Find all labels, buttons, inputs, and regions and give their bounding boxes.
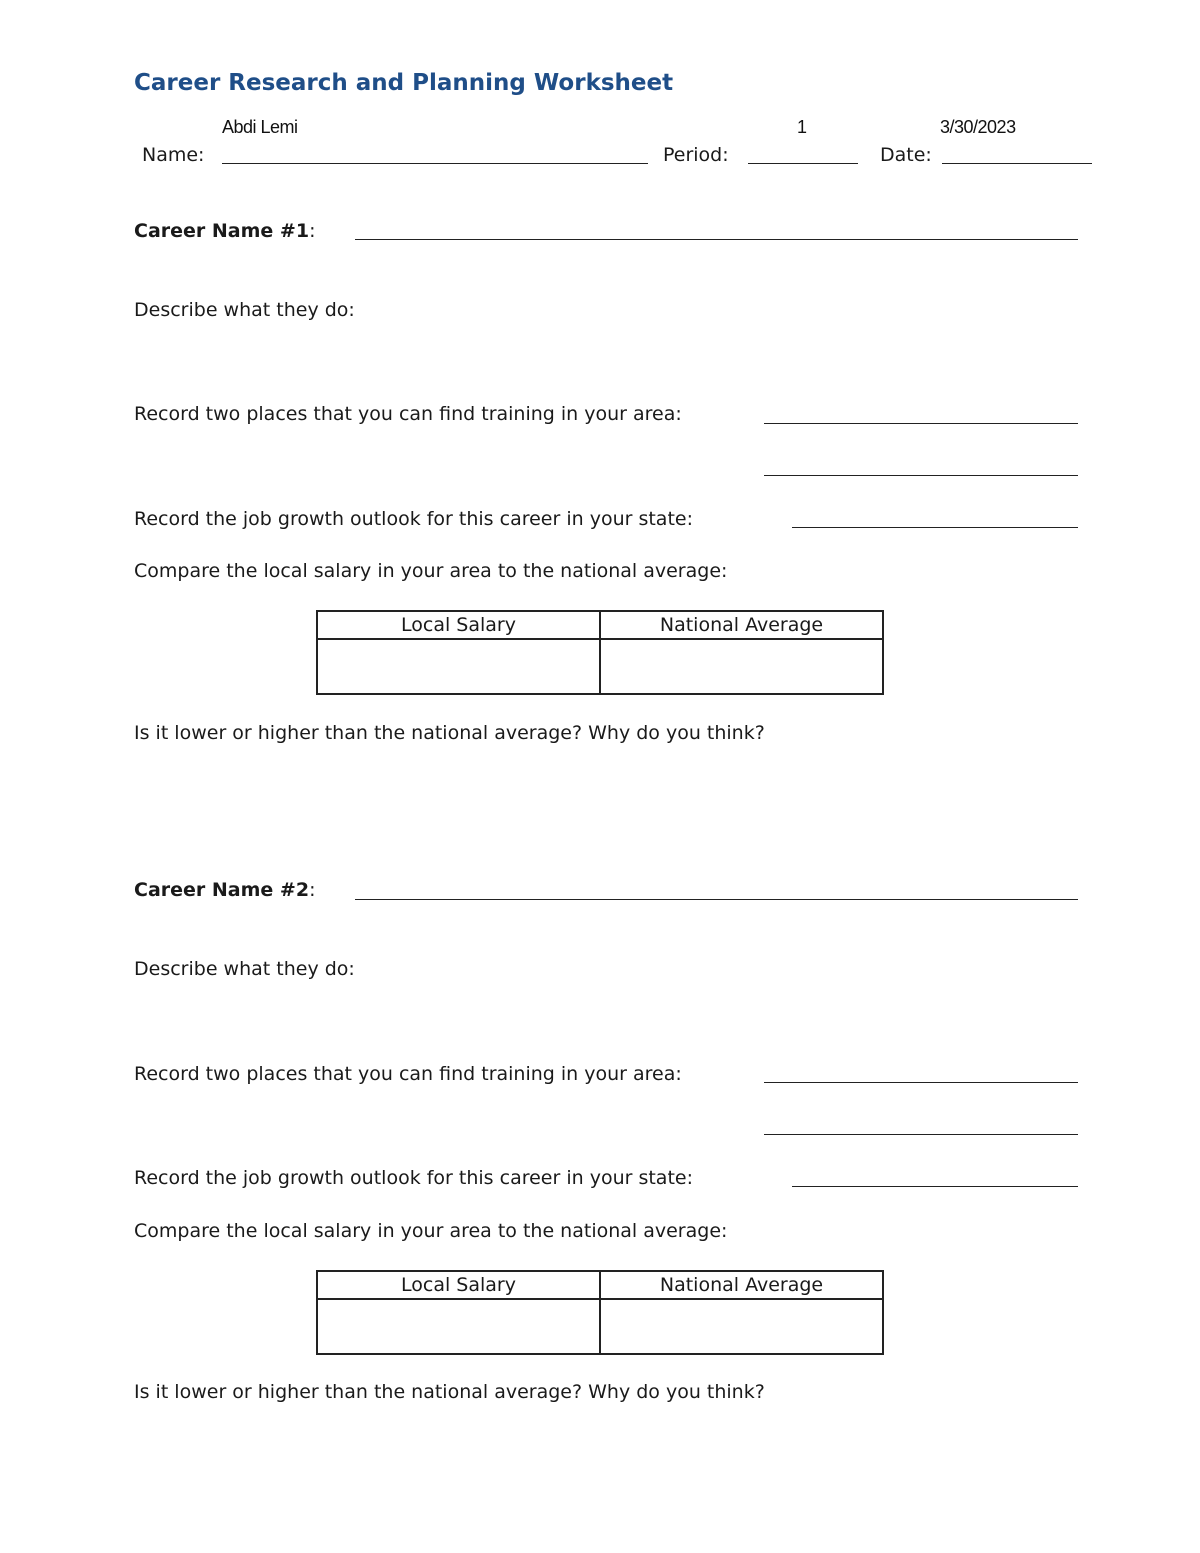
career-2-local-salary-header: Local Salary <box>317 1271 600 1299</box>
career-1-outlook-underline[interactable] <box>792 527 1078 528</box>
career-1-describe-prompt: Describe what they do: <box>134 299 355 321</box>
career-2-name-colon: : <box>309 879 316 901</box>
period-underline[interactable] <box>748 163 858 164</box>
career-2-local-salary-cell[interactable] <box>317 1299 600 1354</box>
career-1-name-label <box>134 220 315 242</box>
career-1-training-underline-1[interactable] <box>764 423 1078 424</box>
career-2-name-label-text: Career Name #2 <box>134 879 310 901</box>
career-2-outlook-prompt: Record the job growth outlook for this career in your state: <box>134 1167 693 1189</box>
career-2-name-underline[interactable] <box>355 899 1078 900</box>
date-value[interactable]: 3/30/2023 <box>940 117 1016 137</box>
career-2-national-average-cell[interactable] <box>600 1299 883 1354</box>
career-1-training-prompt: Record two places that you can find training in your area: <box>134 403 682 425</box>
career-2-training-prompt: Record two places that you can find training in your area: <box>134 1063 682 1085</box>
name-label: Name: <box>142 144 205 166</box>
career-2-describe-prompt: Describe what they do: <box>134 958 355 980</box>
career-2-outlook-underline[interactable] <box>792 1186 1078 1187</box>
career-1-training-underline-2[interactable] <box>764 475 1078 476</box>
career-1-compare-prompt: Compare the local salary in your area to the national average: <box>134 560 728 582</box>
name-value[interactable]: Abdi Lemi <box>222 117 298 137</box>
career-1-outlook-prompt: Record the job growth outlook for this career in your state: <box>134 508 693 530</box>
career-1-name-underline[interactable] <box>355 239 1078 240</box>
career-1-name-label-text: Career Name #1 <box>134 220 310 242</box>
date-label: Date: <box>880 144 932 166</box>
worksheet-title: Career Research and Planning Worksheet <box>134 70 674 96</box>
career-1-salary-table <box>316 610 884 695</box>
career-2-national-average-header: National Average <box>600 1271 883 1299</box>
career-1-local-salary-cell[interactable] <box>317 639 600 694</box>
career-1-national-average-header: National Average <box>600 611 883 639</box>
career-2-question: Is it lower or higher than the national average? Why do you think? <box>134 1381 765 1403</box>
name-underline[interactable] <box>222 163 648 164</box>
career-2-salary-table <box>316 1270 884 1355</box>
career-1-name-colon: : <box>309 220 316 242</box>
career-1-question: Is it lower or higher than the national average? Why do you think? <box>134 722 765 744</box>
career-2-compare-prompt: Compare the local salary in your area to the national average: <box>134 1220 728 1242</box>
period-label: Period: <box>663 144 729 166</box>
career-2-training-underline-1[interactable] <box>764 1082 1078 1083</box>
career-1-local-salary-header: Local Salary <box>317 611 600 639</box>
career-2-training-underline-2[interactable] <box>764 1134 1078 1135</box>
career-2-name-label <box>134 879 315 901</box>
career-1-national-average-cell[interactable] <box>600 639 883 694</box>
period-value[interactable]: 1 <box>797 117 807 137</box>
date-underline[interactable] <box>942 163 1092 164</box>
